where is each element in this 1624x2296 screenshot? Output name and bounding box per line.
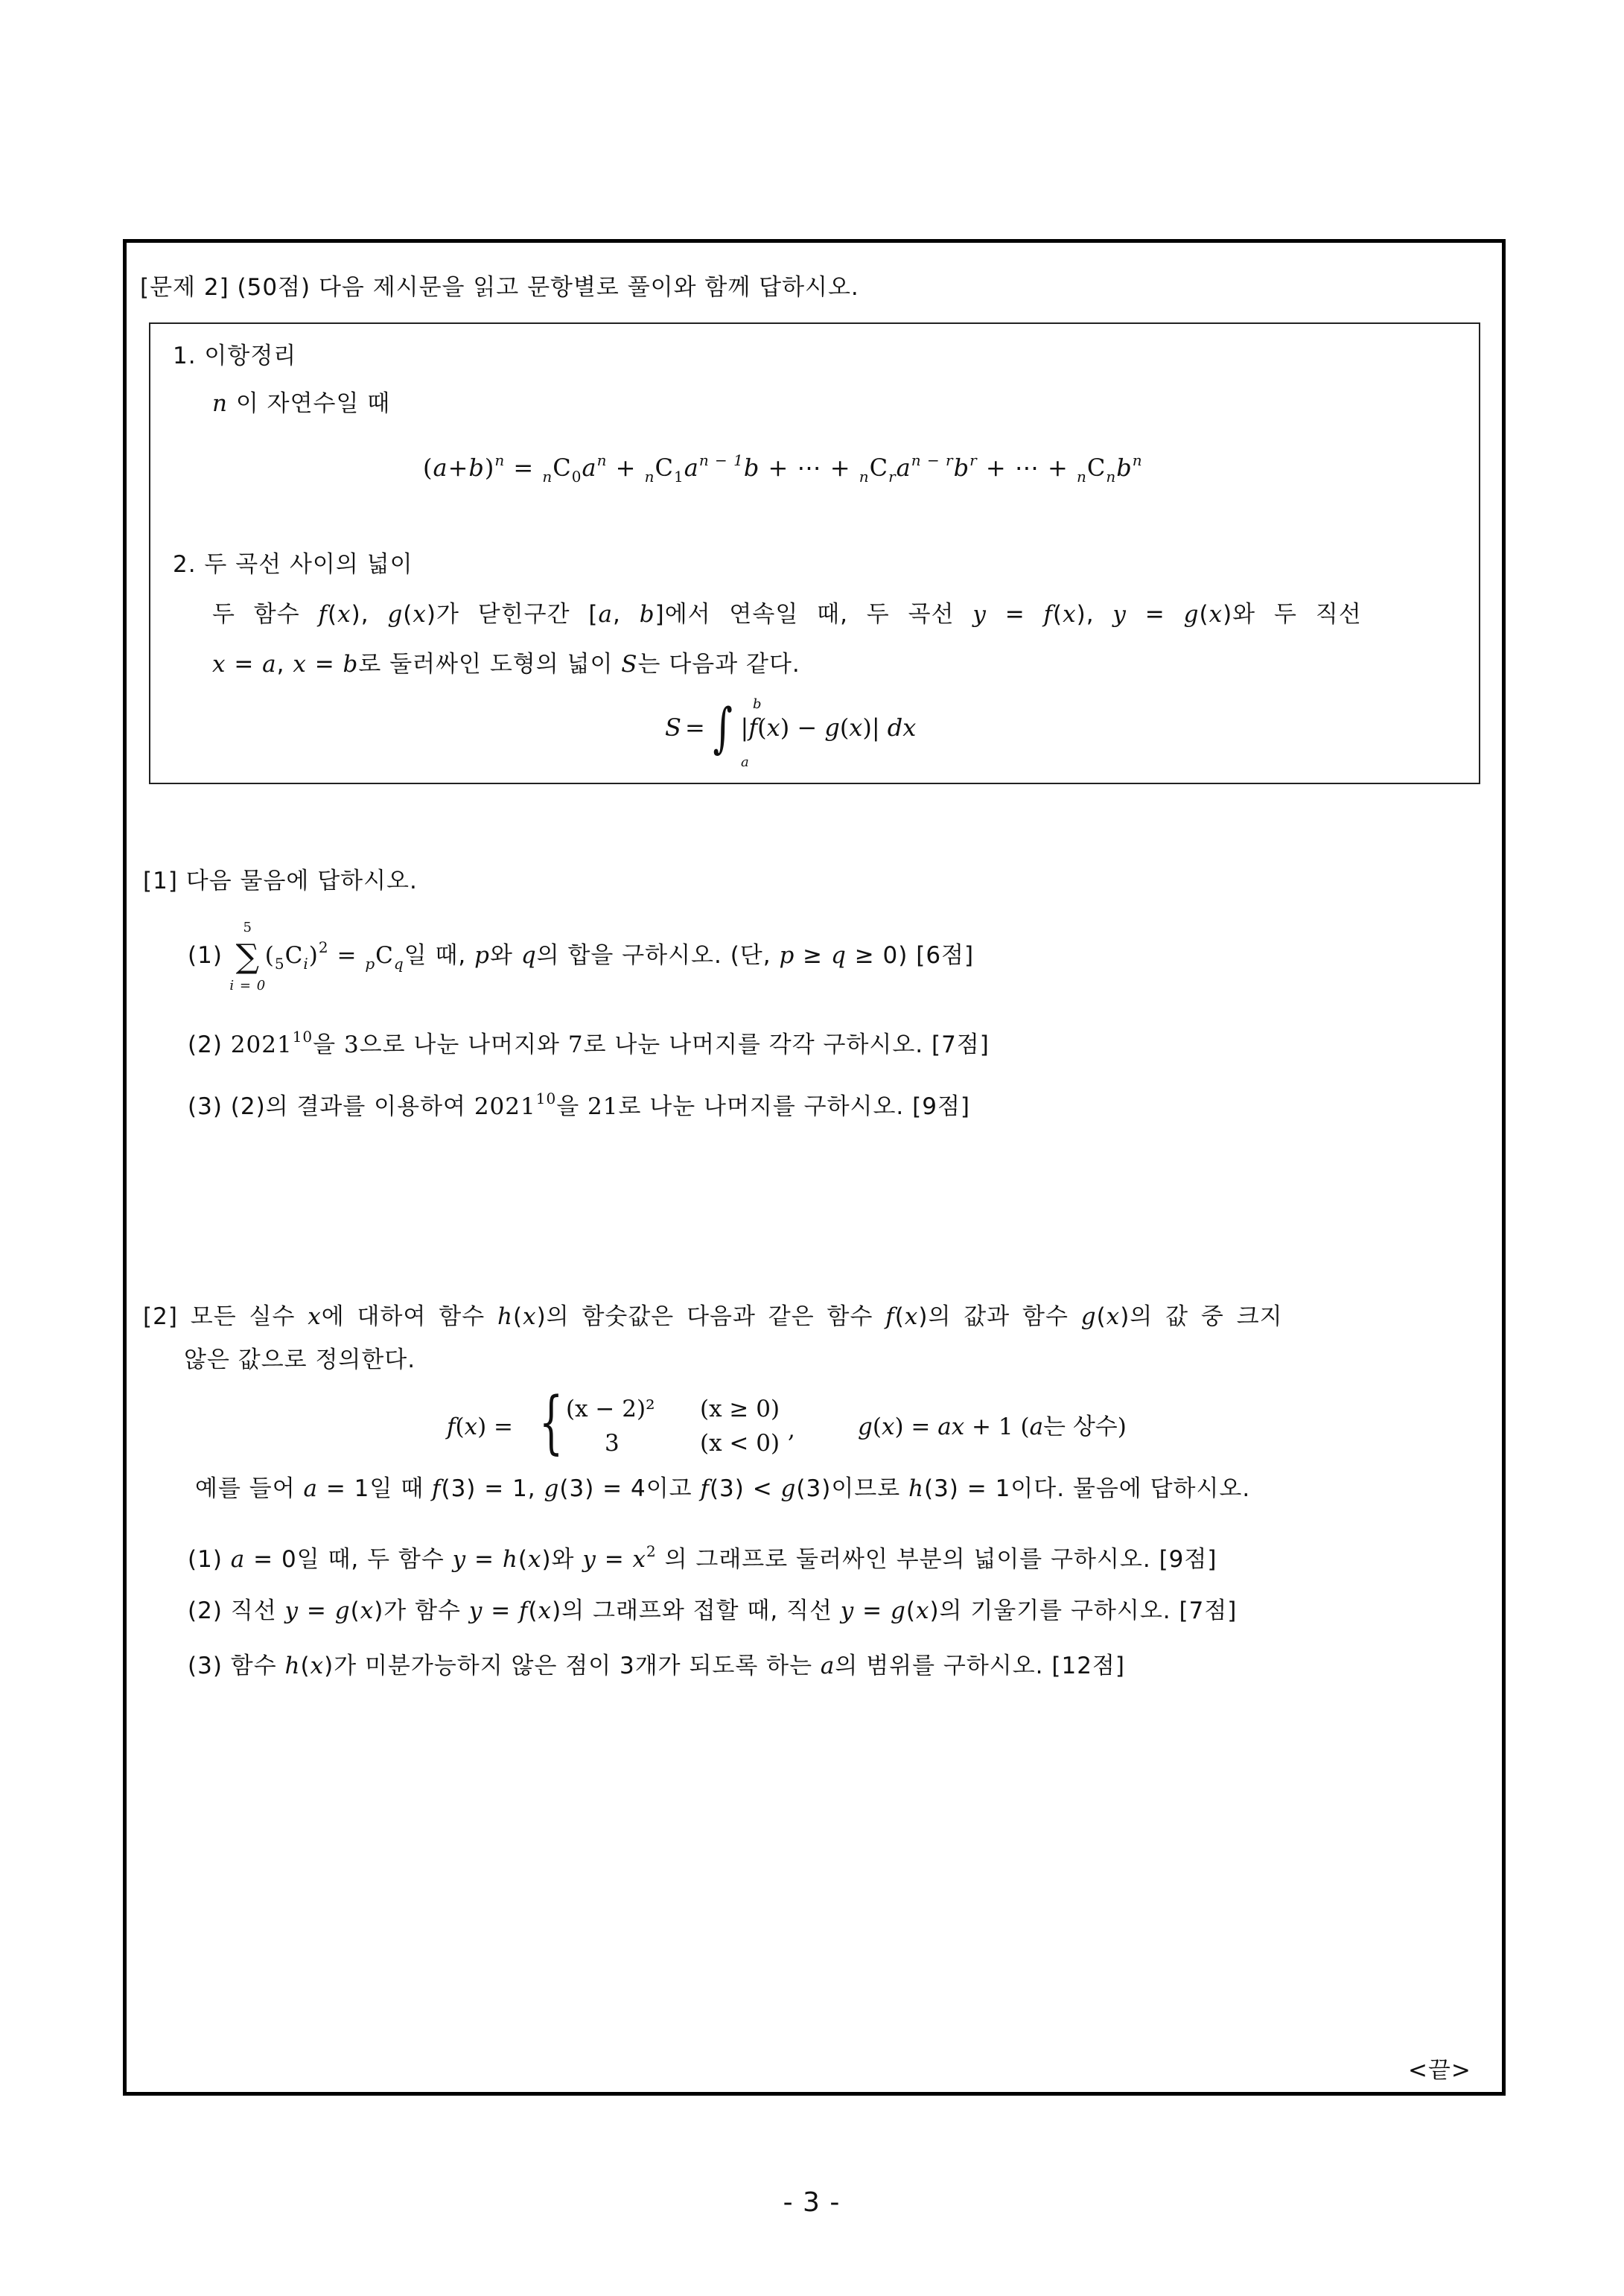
problem2-heading-line1: [2] 모든 실수 x에 대하여 함수 h(x)의 함숫값은 다음과 같은 함수 f(x)의 값과 함수 g(x)의 값 중 크지 [143,1303,1283,1330]
intro-text: 이 자연수일 때 [235,390,391,417]
g-definition: g(x) = ax + 1 (a는 상수) [858,1413,1127,1440]
section2-heading: 2. 두 곡선 사이의 넓이 [173,551,413,578]
problem2-item-3: (3) 함수 h(x)가 미분가능하지 않은 점이 3개가 되도록 하는 a의 범위를 구하시오. [12점] [188,1653,1125,1679]
section2-line2: x = a, x = b로 둘러싸인 도형의 넓이 S는 다음과 같다. [212,651,800,678]
case2-cond: (x < 0) [700,1430,780,1457]
problem2-heading-line2: 않은 값으로 정의한다. [184,1346,416,1373]
summation: 5 ∑ i = 0 [229,919,267,993]
sigma-icon: ∑ [235,937,260,976]
problem-title: [문제 2] (50점) 다음 제시문을 읽고 문항별로 풀이와 함께 답하시오. [140,274,859,301]
problem1-heading: [1] 다음 물음에 답하시오. [143,868,418,894]
binomial-formula: $(a+b)^n = _nC_0a^n + _nC_1a^{n - 1}b$ + ⋯ + $_nC_ra^{n - r}b^r$ + ⋯ + $_nC_nb^n$ [423,451,1143,486]
case1-expr: (x − 2)² [566,1396,655,1422]
section2-line1: 두 함수 f(x), g(x)가 닫힌구간 [a, b]에서 연속일 때, 두 곡선 y = f(x), y = g(x)와 두 직선 [212,601,1362,628]
case2-expr: 3 [605,1430,620,1457]
brace-icon: { [539,1382,564,1462]
item-number: (1) [188,942,223,969]
item-points: [9점] [1159,1546,1217,1573]
problem2-example: 예를 들어 a = 1일 때 f(3) = 1, g(3) = 4이고 f(3) < g(3)이므로 h(3) = 1이다. 물음에 답하시오. [195,1475,1251,1502]
problem1-item-2: (2) 2021$^{10}$을 3으로 나눈 나머지와 7로 나눈 나머지를 각각 구하시오. [7점] [188,1028,990,1058]
item-points: [7점] [1179,1597,1238,1624]
section1-intro [212,389,390,419]
item-points: [6점] [916,942,975,969]
var-n: n [212,390,228,417]
item-number: (2) [188,1597,223,1624]
item-number: (1) [188,1546,223,1573]
item-number: (2) [188,1031,223,1058]
f-definition: f(x) = { (x − 2)² (x ≥ 0) 3 (x < 0) , g(x) = ax + 1 (a는 상수) [447,1382,1127,1462]
problem1-item-1: (1) 5 ∑ i = 0 $(_5C_i)^2 = _pC_q$일 때, p와 q의 합을 구하시오. (단, p ≥ q ≥ 0) [6점] [188,919,975,993]
area-integral-formula: S = ∫ b a |f(x) − g(x)| dx [665,696,917,770]
integral-sign: ∫ [713,696,733,759]
case1-cond: (x ≥ 0) [700,1396,780,1422]
item-number: (3) [188,1093,223,1120]
problem2-item-2: (2) 직선 y = g(x)가 함수 y = f(x)의 그래프와 접할 때, 직선 y = g(x)의 기울기를 구하시오. [7점] [188,1597,1238,1624]
section1-heading: 1. 이항정리 [173,343,297,369]
page-number: - 3 - [783,2187,841,2218]
problem1-item-3: (3) (2)의 결과를 이용하여 2021$^{10}$을 21로 나눈 나머지를 구하시오. [9점] [188,1090,970,1120]
item-number: (3) [188,1653,223,1679]
problem2-item-1: (1) a = 0일 때, 두 함수 y = h(x)와 $y = x^2$ 의 그래프로 둘러싸인 부분의 넓이를 구하시오. [9점] [188,1542,1217,1573]
item-points: [7점] [931,1031,990,1058]
item-points: [12점] [1051,1653,1125,1679]
item-points: [9점] [912,1093,970,1120]
end-mark: <끝> [1408,2057,1471,2084]
